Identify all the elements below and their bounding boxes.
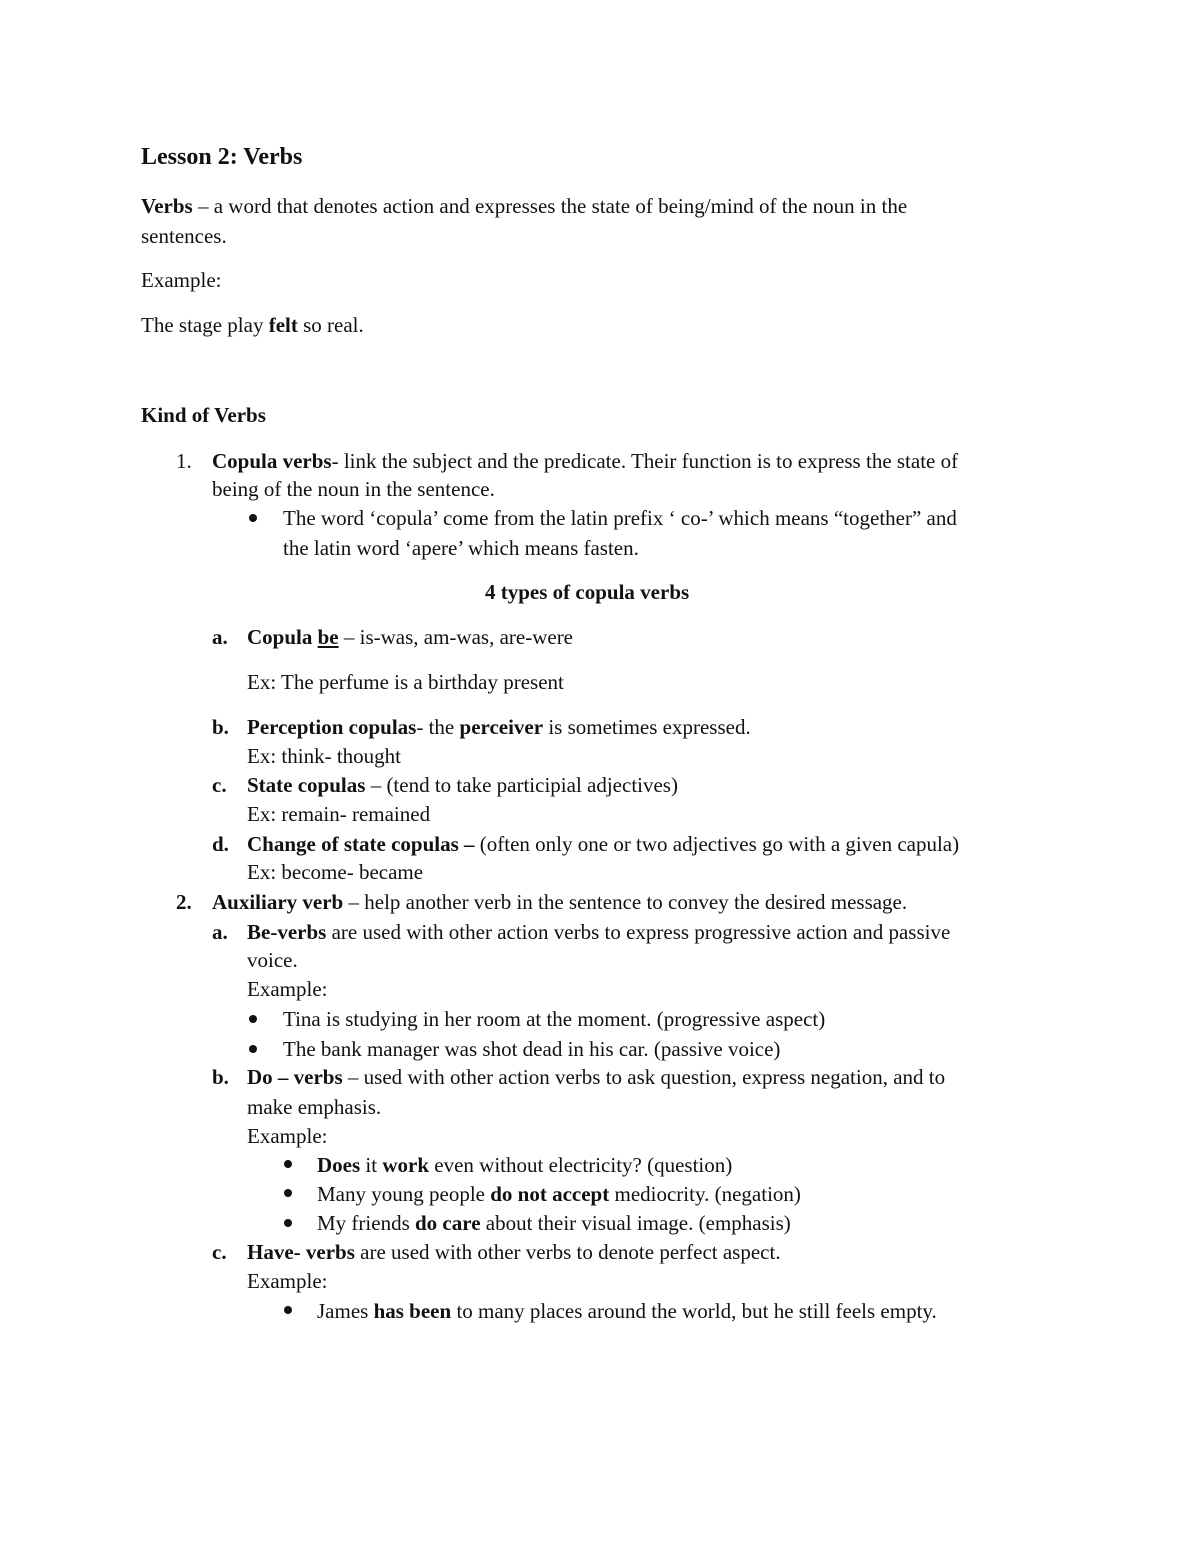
perception-copulas-line — [247, 713, 751, 742]
have-verbs-line — [247, 1238, 781, 1267]
item1-line-1 — [212, 447, 958, 476]
do-verbs-line-1 — [247, 1063, 945, 1092]
item1-term: Copula verbs — [212, 449, 332, 473]
bullet-icon — [249, 1015, 257, 1023]
item2-text: – help another verb in the sentence to convey the desired message. — [343, 890, 908, 914]
plain-text: My friends — [317, 1211, 415, 1235]
be-verbs-text: are used with other action verbs to express progressive action and passive — [326, 920, 951, 944]
example-text-post: so real. — [297, 313, 364, 337]
do-verbs-term: Do – verbs — [247, 1065, 343, 1089]
bold-text: do not accept — [490, 1182, 610, 1206]
do-verbs-bullet-1 — [317, 1151, 732, 1180]
perception-text: is sometimes expressed. — [543, 715, 751, 739]
change-state-text: (often only one or two adjectives go with a given capula) — [479, 832, 960, 856]
change-state-example: Ex: become- became — [247, 860, 424, 884]
state-copulas-term: State copulas — [247, 773, 366, 797]
bullet-icon — [284, 1219, 292, 1227]
copula-be-text: – is-was, am-was, are-were — [338, 625, 574, 649]
plain-text: it — [360, 1153, 383, 1177]
perceiver-term: perceiver — [459, 715, 544, 739]
state-copulas-example: Ex: remain- remained — [247, 802, 431, 826]
copula-be-example: Ex: The perfume is a birthday present — [247, 670, 564, 694]
definition-line-2: sentences. — [141, 224, 227, 248]
perception-mid: - the — [416, 715, 460, 739]
bold-text: do care — [415, 1211, 481, 1235]
example-sentence — [141, 311, 364, 340]
definition-text: – a word that denotes action and expresses the state of being/mind of the noun in the — [192, 194, 908, 218]
have-verbs-bullet-1 — [317, 1297, 937, 1326]
do-verbs-text: – used with other action verbs to ask question, express negation, and to — [342, 1065, 946, 1089]
plain-text: to many places around the world, but he still feels empty. — [451, 1299, 937, 1323]
bold-text: Does — [317, 1153, 361, 1177]
do-verbs-bullet-3 — [317, 1209, 791, 1238]
state-copulas-text: – (tend to take participial adjectives) — [365, 773, 678, 797]
example-label: Example: — [141, 268, 222, 292]
state-copulas-line — [247, 771, 678, 800]
bullet-icon — [284, 1306, 292, 1314]
perception-term: Perception copulas — [247, 715, 417, 739]
list-letter-a: a. — [212, 625, 228, 649]
bold-text: has been — [373, 1299, 452, 1323]
have-verbs-example-label: Example: — [247, 1269, 328, 1293]
copula-be-term: Copula — [247, 625, 318, 649]
copula-be-line — [247, 623, 573, 652]
list-number-2: 2. — [176, 890, 192, 914]
change-state-line — [247, 830, 959, 859]
item1-line-2: being of the noun in the sentence. — [212, 477, 495, 501]
list-letter-a: a. — [212, 920, 228, 944]
bullet-icon — [249, 1045, 257, 1053]
be-verbs-bullet-2: The bank manager was shot dead in his car. (passive voice) — [283, 1037, 781, 1061]
plain-text: mediocrity. (negation) — [609, 1182, 801, 1206]
plain-text: about their visual image. (emphasis) — [480, 1211, 791, 1235]
plain-text: James — [317, 1299, 374, 1323]
bullet-icon — [284, 1189, 292, 1197]
change-state-dash: – — [458, 832, 480, 856]
list-letter-d: d. — [212, 832, 229, 856]
be-verbs-line-1 — [247, 918, 950, 947]
example-text-pre: The stage play — [141, 313, 269, 337]
item1-bullet-line-1: The word ‘copula’ come from the latin prefix ‘ co-’ which means “together” and — [283, 506, 957, 530]
item1-text: - link the subject and the predicate. Their function is to express the state of — [331, 449, 959, 473]
list-letter-b: b. — [212, 1065, 229, 1089]
types-heading: 4 types of copula verbs — [485, 580, 690, 604]
list-letter-c: c. — [212, 773, 227, 797]
item2-line — [212, 888, 907, 917]
do-verbs-bullet-2 — [317, 1180, 801, 1209]
have-verbs-text: are used with other verbs to denote perfect aspect. — [354, 1240, 781, 1264]
copula-be-underlined: be — [317, 625, 339, 649]
perception-example: Ex: think- thought — [247, 744, 401, 768]
bullet-icon — [249, 514, 257, 522]
definition-line-1 — [141, 192, 907, 221]
do-verbs-line-2: make emphasis. — [247, 1095, 382, 1119]
be-verbs-term: Be-verbs — [247, 920, 327, 944]
bullet-icon — [284, 1160, 292, 1168]
be-verbs-line-2: voice. — [247, 948, 298, 972]
do-verbs-example-label: Example: — [247, 1124, 328, 1148]
list-number-1: 1. — [176, 449, 192, 473]
plain-text: even without electricity? (question) — [429, 1153, 733, 1177]
be-verbs-example-label: Example: — [247, 977, 328, 1001]
bold-text: work — [382, 1153, 430, 1177]
change-state-term: Change of state copulas — [247, 832, 459, 856]
item2-term: Auxiliary verb — [212, 890, 344, 914]
list-letter-b: b. — [212, 715, 229, 739]
item1-bullet-line-2: the latin word ‘apere’ which means fasten. — [283, 536, 639, 560]
be-verbs-bullet-1: Tina is studying in her room at the moment. (progressive aspect) — [283, 1007, 826, 1031]
kinds-heading: Kind of Verbs — [141, 403, 266, 427]
list-letter-c: c. — [212, 1240, 227, 1264]
example-text-bold: felt — [268, 313, 298, 337]
plain-text: Many young people — [317, 1182, 491, 1206]
have-verbs-term: Have- verbs — [247, 1240, 355, 1264]
page-title: Lesson 2: Verbs — [141, 144, 303, 170]
definition-term: Verbs — [141, 194, 193, 218]
